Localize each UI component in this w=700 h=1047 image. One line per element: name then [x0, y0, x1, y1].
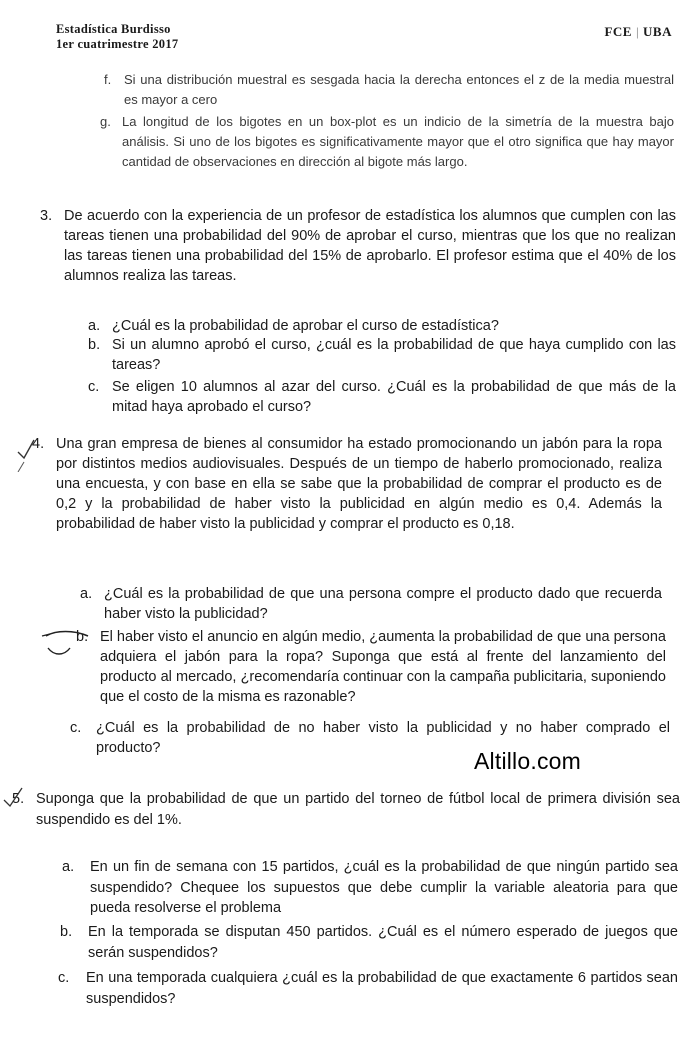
item-label: a.	[62, 859, 75, 875]
watermark: Altillo.com	[474, 748, 582, 774]
item-label: b.	[76, 629, 89, 645]
item-text: ¿Cuál es la probabilidad de no haber visto la publicidad y no haber comprado el producto?	[96, 720, 670, 756]
problem-number: 3.	[40, 208, 53, 224]
university: UBA	[643, 24, 672, 39]
pen-check-mark-4	[14, 432, 54, 472]
item-label: c.	[70, 720, 82, 736]
item-text: La longitud de los bigotes en un box-plot es un indicio de la simetría de la muestra bajo análisis. Si uno de los bigotes es significativamente mayor que el otro significa que hay mayor cantidad de observaciones en dirección al bigote más largo.	[122, 114, 674, 169]
item-label: a.	[80, 586, 93, 602]
header-right	[604, 24, 672, 40]
problem-text: De acuerdo con la experiencia de un profesor de estadística los alumnos que cumplen con las tareas tienen una probabilidad del 90% de aprobar el curso, mientras que los que no realizan las tareas tienen una probabilidad del 15% de aprobarlo. El profesor estima que el 40% de los alumnos realiza las tareas.	[64, 208, 676, 284]
faculty: FCE	[604, 24, 632, 39]
header-left	[56, 22, 676, 52]
item-text: En una temporada cualquiera ¿cuál es la probabilidad de que exactamente 6 partidos sean suspendidos?	[86, 970, 678, 1007]
problem-number: 5.	[12, 791, 25, 807]
problem-3	[40, 206, 676, 286]
item-label: g.	[100, 114, 111, 129]
item-label: c.	[58, 970, 70, 986]
problem-5	[12, 789, 680, 830]
problem-5-item-b	[60, 922, 678, 963]
item-text: ¿Cuál es la probabilidad de aprobar el curso de estadística?	[112, 318, 499, 334]
item-label: b.	[88, 337, 101, 353]
problem-4-item-a	[80, 584, 662, 624]
item-text: Se eligen 10 alumnos al azar del curso. ¿Cuál es la probabilidad de que más de la mitad haya aprobado el curso?	[112, 379, 676, 415]
problem-4	[32, 434, 662, 534]
problem-text: Una gran empresa de bienes al consumidor ha estado promocionando un jabón para la ropa por distintos medios audiovisuales. Después de un tiempo de haberlo promocionado, realiza una encuesta, y con base en ella se sabe que la probabilidad de comprar el producto es de 0,2 y la probabilidad de haber visto la publicidad en algún medio es 0,4. Además la probabilidad de haber visto la publicidad y comprar el producto es 0,18.	[56, 436, 662, 532]
problem-3-item-b	[88, 335, 676, 375]
item-text: Si una distribución muestral es sesgada hacia la derecha entonces el z de la media muestral es mayor a cero	[124, 72, 674, 107]
item-text: El haber visto el anuncio en algún medio, ¿aumenta la probabilidad de que una persona adquiera el jabón para la ropa? Suponga que está al frente del lanzamiento del producto al mercado, ¿recomendaría continuar con la campaña publicitaria, suponiendo que el costo de la misma es razonable?	[100, 629, 666, 705]
item-text: ¿Cuál es la probabilidad de que una persona compre el producto dado que recuerda haber visto la publicidad?	[104, 586, 662, 622]
problem-5-item-c	[58, 968, 678, 1009]
problem-3-item-a	[88, 316, 676, 336]
page-header	[56, 22, 676, 62]
problem-5-item-a	[62, 857, 678, 919]
pen-arrow-mark-b	[40, 624, 100, 662]
course-name: Estadística Burdisso	[56, 22, 171, 36]
item-text: Si un alumno aprobó el curso, ¿cuál es la probabilidad de que haya cumplido con las tareas?	[112, 337, 676, 373]
item-text: En un fin de semana con 15 partidos, ¿cuál es la probabilidad de que ningún partido sea suspendido? Chequee los supuestos que debe cumplir la variable aleatoria para que pueda resolverse el problema	[90, 859, 678, 916]
term: 1er cuatrimestre 2017	[56, 37, 179, 51]
item-label: a.	[88, 318, 101, 334]
prev-item-g	[100, 112, 674, 172]
problem-number: 4.	[32, 436, 45, 452]
item-label: f.	[104, 72, 112, 87]
problem-3-item-c	[88, 377, 676, 417]
problem-4-item-b	[76, 627, 666, 707]
prev-item-f	[104, 70, 674, 110]
pen-check-mark-5	[2, 786, 26, 810]
problem-text: Suponga que la probabilidad de que un partido del torneo de fútbol local de primera división sea suspendido es del 1%.	[36, 791, 680, 828]
item-label: c.	[88, 379, 100, 395]
header-separator: |	[635, 24, 640, 39]
item-text: En la temporada se disputan 450 partidos. ¿Cuál es el número esperado de juegos que serán suspendidos?	[88, 924, 678, 961]
item-label: b.	[60, 924, 73, 940]
